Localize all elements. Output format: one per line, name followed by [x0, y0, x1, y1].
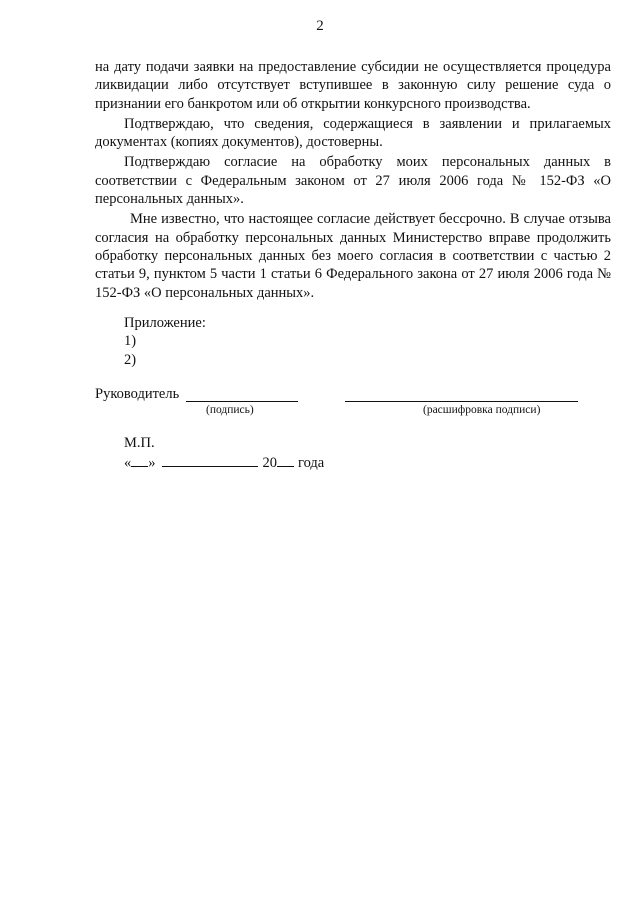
paragraph-consent-term: Мне известно, что настоящее согласие действует бессрочно. В случае отзыва согласия на обработку персональных данных Министерство вправе продолжить обработку персональных данных без моего согласия в соответствии с частью 2 статьи 9, пунктом 5 части 1 статьи 6 Федерального закона от 27 июля 2006 года № 152-ФЗ «О персональных данных».	[95, 211, 611, 301]
signature-decode-caption: (расшифровка подписи)	[423, 404, 541, 416]
paragraph-consent: Подтверждаю согласие на обработку моих персональных данных в соответствии с Федеральным законом от 27 июля 2006 года № 152-ФЗ «О персональных данных».	[95, 154, 611, 208]
signature-row	[95, 386, 611, 426]
month-blank	[162, 453, 258, 467]
head-label: Руководитель	[95, 386, 180, 402]
day-blank	[131, 453, 148, 467]
page-number: 2	[316, 18, 324, 34]
appendix-item: 1)	[124, 333, 137, 350]
signature-line	[186, 401, 298, 402]
signature-decode-line	[345, 401, 578, 402]
signature-caption: (подпись)	[206, 404, 254, 416]
appendix-title: Приложение:	[124, 315, 206, 331]
paragraph-accuracy: Подтверждаю, что сведения, содержащиеся в заявлении и прилагаемых документах (копиях документов), достоверны.	[95, 115, 611, 151]
year-prefix: 20	[262, 455, 277, 472]
year-blank	[277, 453, 294, 467]
stamp-block	[124, 434, 324, 473]
date-open-quote: «	[124, 455, 132, 472]
date-row	[124, 453, 324, 472]
appendix-block	[124, 314, 206, 369]
year-suffix: года	[298, 455, 325, 472]
date-close-quote: »	[148, 455, 156, 472]
stamp-label: М.П.	[124, 435, 155, 451]
document-body	[95, 58, 611, 304]
paragraph-liquidation: на дату подачи заявки на предоставление субсидии не осуществляется процедура ликвидации либо отсутствует вступившее в законную силу решение суда о признании его банкротом или об открытии конкурсного производства.	[95, 59, 611, 112]
appendix-item: 2)	[124, 351, 137, 368]
